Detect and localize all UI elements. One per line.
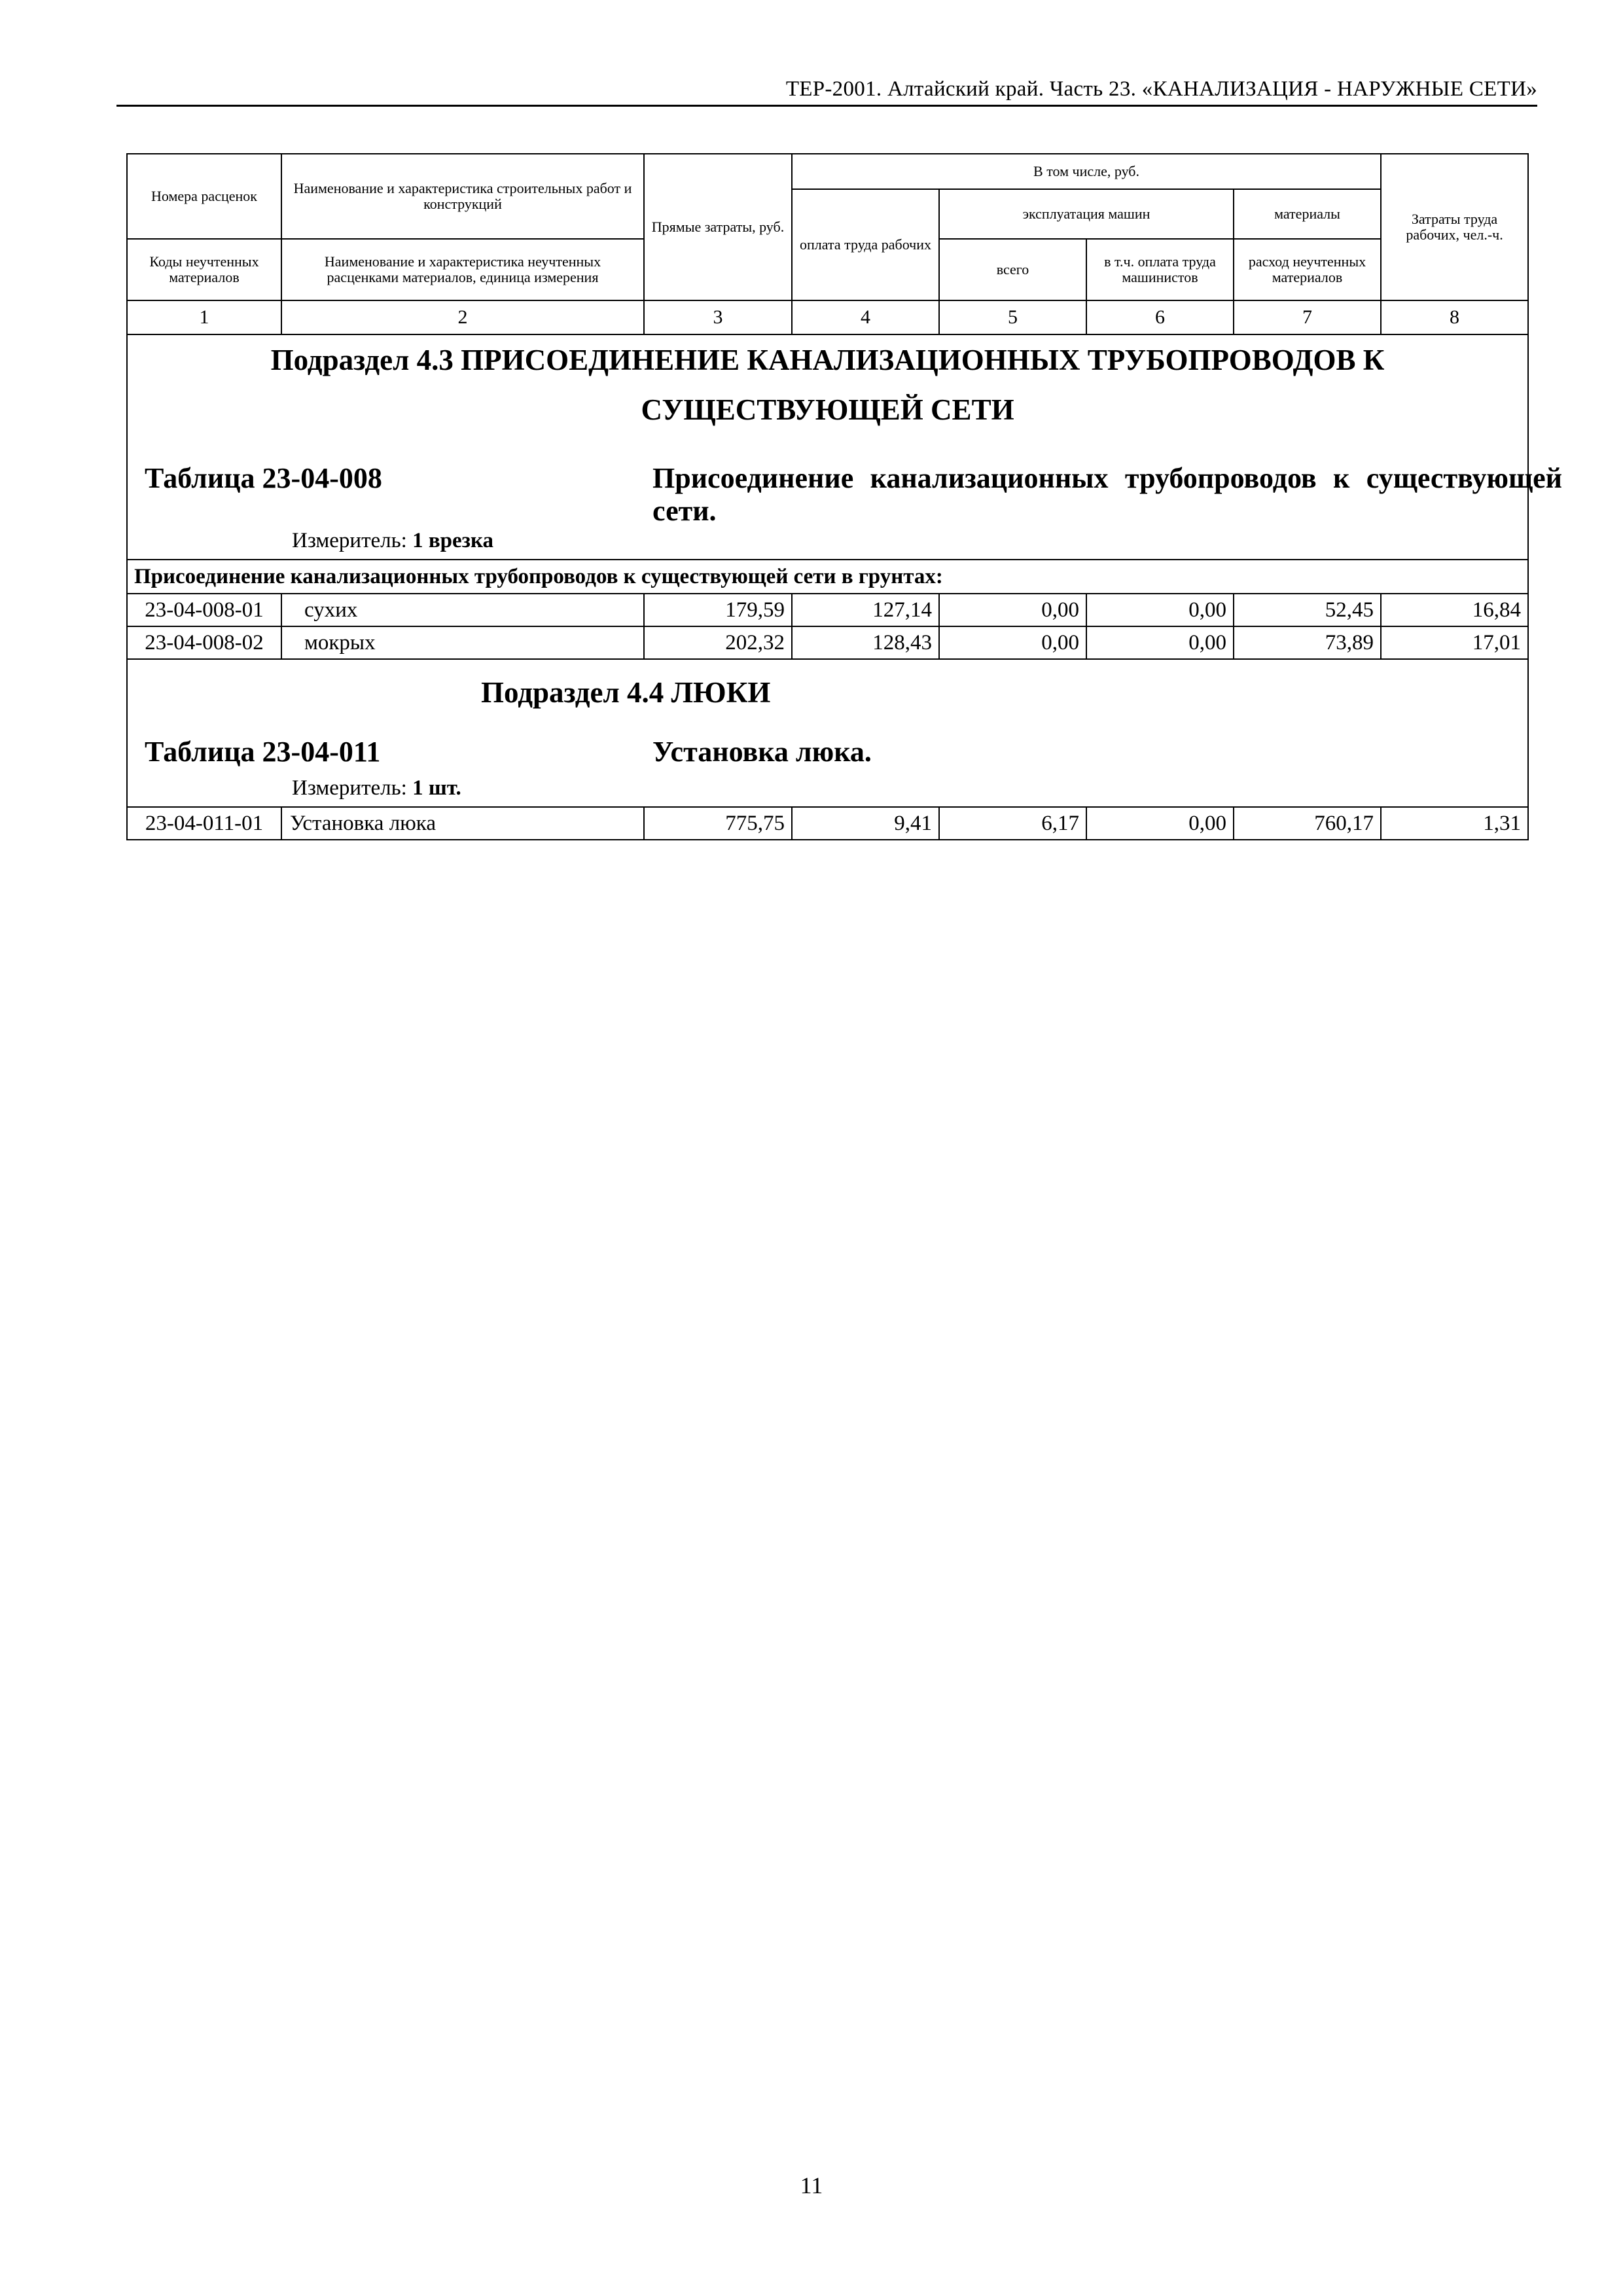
- header-machines-total: всего: [939, 239, 1086, 300]
- machines-total: 0,00: [939, 594, 1086, 626]
- meter-label: Измеритель:: [292, 776, 407, 800]
- header-materials: материалы: [1234, 189, 1381, 239]
- group-heading-row: [127, 560, 1528, 594]
- column-number: 5: [939, 300, 1086, 334]
- header-machinist-wages: в т.ч. оплата труда машинистов: [1086, 239, 1234, 300]
- column-numbers-row: [127, 300, 1528, 334]
- direct-costs: 775,75: [644, 807, 792, 840]
- table-label: Таблица 23-04-008: [145, 462, 382, 494]
- table-row: [127, 594, 1528, 626]
- table-description: Присоединение канализационных трубопроводов к существующей сети.: [652, 462, 1562, 527]
- header-including: В том числе, руб.: [792, 154, 1381, 189]
- rate-name: Установка люка: [281, 807, 644, 840]
- meter-label: Измеритель:: [292, 529, 407, 552]
- column-number: 3: [644, 300, 792, 334]
- direct-costs: 202,32: [644, 626, 792, 659]
- section-title-line2: СУЩЕСТВУЮЩЕЙ СЕТИ: [641, 393, 1014, 426]
- wages: 9,41: [792, 807, 939, 840]
- labor: 17,01: [1381, 626, 1528, 659]
- group-heading: Присоединение канализационных трубопроводов к существующей сети в грунтах:: [127, 560, 1528, 594]
- machinist-wages: 0,00: [1086, 807, 1234, 840]
- running-header: ТЕР-2001. Алтайский край. Часть 23. «КАНАЛИЗАЦИЯ - НАРУЖНЫЕ СЕТИ»: [785, 77, 1537, 101]
- labor: 16,84: [1381, 594, 1528, 626]
- meter: [292, 528, 493, 554]
- labor: 1,31: [1381, 807, 1528, 840]
- header-direct-costs: Прямые затраты, руб.: [644, 154, 792, 300]
- section-title-row: [127, 334, 1528, 435]
- table-row: [127, 626, 1528, 659]
- materials: 760,17: [1234, 807, 1381, 840]
- rate-name: мокрых: [281, 626, 644, 659]
- meter: [292, 775, 461, 801]
- column-number: 4: [792, 300, 939, 334]
- header-row-1: [127, 154, 1528, 189]
- machinist-wages: 0,00: [1086, 594, 1234, 626]
- header-rule: [116, 105, 1537, 107]
- rate-code: 23-04-008-02: [127, 626, 281, 659]
- materials: 52,45: [1234, 594, 1381, 626]
- header-rate-numbers: Номера расценок: [127, 154, 281, 239]
- header-unaccounted-materials: расход неучтенных материалов: [1234, 239, 1381, 300]
- section-title: Подраздел 4.4 ЛЮКИ: [481, 676, 771, 709]
- machinist-wages: 0,00: [1086, 626, 1234, 659]
- materials: 73,89: [1234, 626, 1381, 659]
- table-row: [127, 807, 1528, 840]
- column-number: 8: [1381, 300, 1528, 334]
- wages: 128,43: [792, 626, 939, 659]
- header-wages: оплата труда рабочих: [792, 189, 939, 300]
- rate-name: сухих: [281, 594, 644, 626]
- meter-value: 1 врезка: [412, 529, 493, 552]
- machines-total: 0,00: [939, 626, 1086, 659]
- rate-code: 23-04-011-01: [127, 807, 281, 840]
- wages: 127,14: [792, 594, 939, 626]
- direct-costs: 179,59: [644, 594, 792, 626]
- page-number: 11: [800, 2172, 823, 2198]
- section-title-row: [127, 659, 1528, 725]
- header-name-works: Наименование и характеристика строительных работ и конструкций: [281, 154, 644, 239]
- table-label: Таблица 23-04-011: [145, 736, 381, 768]
- table-caption-row: [127, 725, 1528, 807]
- column-number: 6: [1086, 300, 1234, 334]
- rates-table: [126, 153, 1562, 840]
- column-number: 1: [127, 300, 281, 334]
- table-caption-row: [127, 435, 1528, 560]
- meter-value: 1 шт.: [412, 776, 461, 800]
- header-machines: эксплуатация машин: [939, 189, 1234, 239]
- header-rate-codes: Коды неучтенных материалов: [127, 239, 281, 300]
- machines-total: 6,17: [939, 807, 1086, 840]
- rate-code: 23-04-008-01: [127, 594, 281, 626]
- header-name-materials: Наименование и характеристика неучтенных расценками материалов, единица измерения: [281, 239, 644, 300]
- section-title-line1: Подраздел 4.3 ПРИСОЕДИНЕНИЕ КАНАЛИЗАЦИОННЫХ ТРУБОПРОВОДОВ К: [270, 344, 1385, 376]
- column-number: 7: [1234, 300, 1381, 334]
- column-number: 2: [281, 300, 644, 334]
- header-labor: Затраты труда рабочих, чел.-ч.: [1381, 154, 1528, 300]
- table-description: Установка люка.: [652, 736, 872, 768]
